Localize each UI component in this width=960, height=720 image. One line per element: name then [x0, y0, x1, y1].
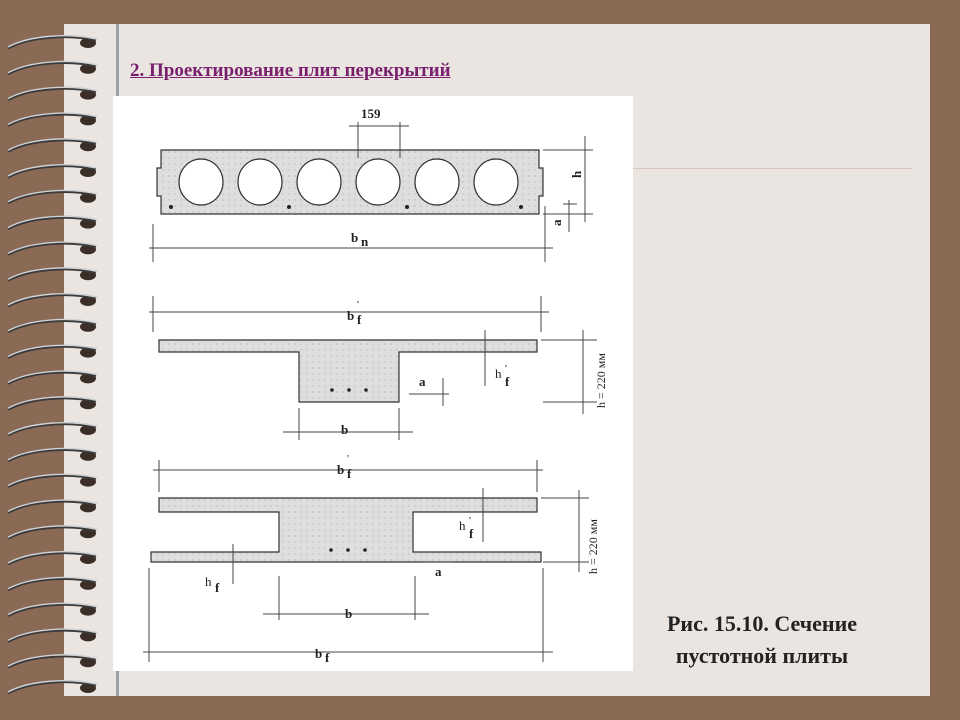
spiral-coil — [8, 165, 96, 177]
hollow-cover-label: a — [549, 219, 564, 226]
spiral-coil — [8, 139, 96, 151]
t-flange-thk-sub: f — [505, 374, 510, 389]
spiral-coil — [8, 294, 96, 306]
t-beam-section — [159, 340, 537, 402]
i-bot-width-sub: f — [325, 650, 330, 665]
spiral-coil — [8, 526, 96, 538]
spiral-coil — [8, 320, 96, 332]
spiral-coil — [8, 603, 96, 615]
spiral-binding — [0, 30, 110, 700]
i-bot-thk-sub: f — [215, 580, 220, 595]
i-top-thk-label: h — [459, 518, 466, 533]
hollow-width-sub: n — [361, 234, 369, 249]
spiral-coil — [8, 62, 96, 74]
spiral-coil — [8, 113, 96, 125]
t-flange-width-sub: f — [357, 312, 362, 327]
t-flange-thk-label: h — [495, 366, 502, 381]
i-rib-label: b — [345, 606, 353, 621]
spiral-coil — [8, 655, 96, 667]
hollow-core-slab — [157, 150, 543, 214]
spiral-coil — [8, 578, 96, 590]
spiral-coil — [8, 36, 96, 48]
i-top-width-sub: f — [347, 466, 352, 481]
t-flange-thk-prime: ' — [505, 363, 507, 375]
caption-line-1: Рис. 15.10. Сечение — [666, 611, 858, 636]
spiral-coil — [8, 216, 96, 228]
spiral-coil — [8, 474, 96, 486]
spiral-coil — [8, 87, 96, 99]
hollow-dim-top: 159 — [361, 106, 381, 121]
spiral-coil — [8, 500, 96, 512]
hollow-height-label: h — [569, 170, 584, 178]
spiral-coil — [8, 423, 96, 435]
spiral-coil — [8, 397, 96, 409]
i-bot-thk-label: h — [205, 574, 212, 589]
hollow-width-label: b — [351, 230, 359, 245]
t-flange-width-label: b — [347, 308, 355, 323]
i-top-width-label: b — [337, 462, 345, 477]
spiral-coil — [8, 345, 96, 357]
spiral-coil — [8, 681, 96, 693]
caption-line-2: пустотной плиты — [675, 643, 849, 668]
t-height-label: h = 220 мм — [594, 353, 608, 408]
spiral-coil — [8, 371, 96, 383]
t-rib-label: b — [341, 422, 349, 437]
i-top-thk-prime: ' — [469, 515, 471, 527]
spiral-coil — [8, 191, 96, 203]
spiral-coil — [8, 242, 96, 254]
spiral-coil — [8, 268, 96, 280]
i-height-label: h = 220 мм — [586, 519, 600, 574]
t-cover-label: a — [419, 374, 426, 389]
spiral-coil — [8, 629, 96, 641]
i-top-thk-sub: f — [469, 526, 474, 541]
t-flange-width-prime: ' — [357, 299, 359, 311]
figure-caption — [612, 608, 912, 672]
i-top-width-prime: ' — [347, 453, 349, 465]
slide-title: 2. Проектирование плит перекрытий — [130, 60, 451, 81]
spiral-coil — [8, 552, 96, 564]
spiral-coil — [8, 449, 96, 461]
section-figure — [113, 96, 633, 671]
i-bot-width-label: b — [315, 646, 323, 661]
i-cover-label: a — [435, 564, 442, 579]
